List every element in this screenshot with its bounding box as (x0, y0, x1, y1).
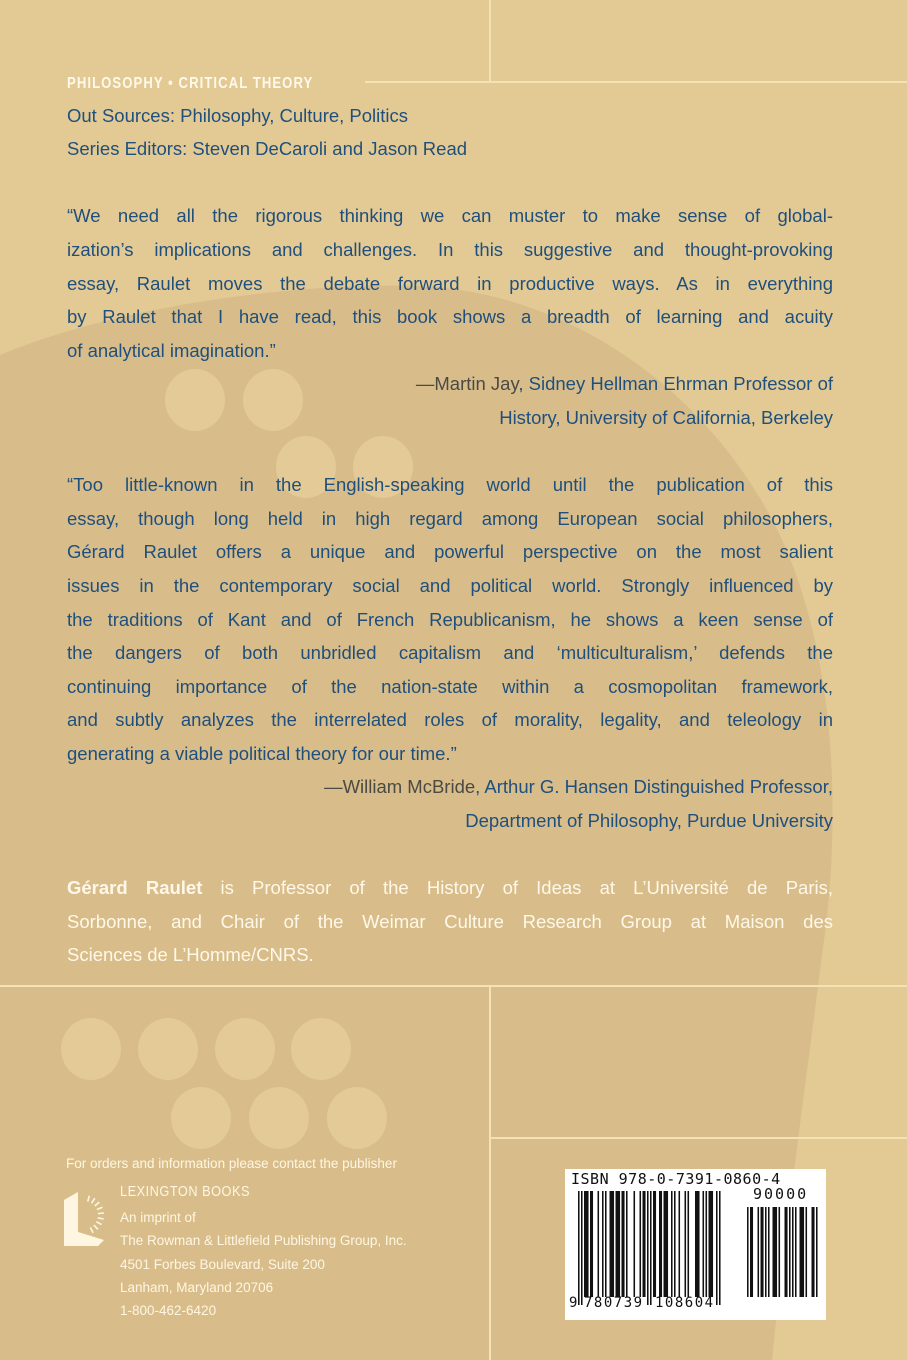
barcode-bar (616, 1191, 618, 1297)
blurb-martin-jay (67, 199, 833, 434)
barcode-bar (626, 1191, 628, 1297)
decorative-dot (291, 1018, 351, 1080)
barcode-bar (706, 1191, 708, 1297)
barcode-bar (640, 1191, 642, 1297)
attribution-name: —Martin Jay (415, 373, 519, 395)
attribution-title: , Arthur G. Hansen Distinguished Professor, (475, 776, 833, 798)
quote-line: issues in the contemporary social and political world. Strongly influenced by (67, 574, 833, 596)
barcode-bar (716, 1191, 718, 1305)
ean-right-digits: 108604 (655, 1295, 715, 1311)
addon-bar (765, 1207, 767, 1297)
barcode-bar (703, 1191, 705, 1297)
barcode-bar (598, 1191, 600, 1297)
barcode-bar (688, 1191, 690, 1297)
barcode-bar (665, 1191, 667, 1297)
addon-bar (816, 1207, 818, 1297)
quote-line: “We need all the rigorous thinking we can muster to make sense of global- (67, 205, 833, 227)
barcode-bar (602, 1191, 604, 1297)
attribution-affiliation: History, University of California, Berkeley (499, 406, 833, 428)
quote-line: essay, though long held in high regard among European social philosophers, (67, 507, 833, 529)
category-label: PHILOSOPHY • CRITICAL THEORY (67, 75, 314, 92)
barcode-bar (664, 1191, 666, 1297)
publisher-phone: 1-800-462-6420 (120, 1303, 217, 1319)
barcode-bar (698, 1191, 700, 1297)
quote-line: Gérard Raulet offers a unique and powerful perspective on the most salient (67, 541, 833, 563)
barcode-bar (712, 1191, 714, 1297)
series-editors: Series Editors: Steven DeCaroli and Jason Read (67, 138, 468, 160)
barcode-bar (587, 1191, 589, 1297)
addon-bar (812, 1207, 814, 1297)
addon-bar (776, 1207, 778, 1297)
decorative-dot (171, 1087, 231, 1149)
addon-bar (795, 1207, 797, 1297)
barcode-bar (634, 1191, 636, 1297)
barcode-bar (610, 1191, 612, 1297)
barcode-bar (679, 1191, 681, 1297)
author-bio (67, 871, 833, 972)
barcode-bar (623, 1191, 625, 1297)
addon-bar (779, 1207, 781, 1297)
addon-bar (774, 1207, 776, 1297)
barcode-bar (613, 1191, 615, 1297)
decorative-dot (327, 1087, 387, 1149)
addon-bar (800, 1207, 802, 1297)
barcode-bar (581, 1191, 583, 1305)
quote-line: ization’s implications and challenges. In this suggestive and thought-provoking (67, 238, 833, 260)
barcode-bar (617, 1191, 619, 1297)
logo-ray (98, 1213, 104, 1214)
addon-bar (792, 1207, 794, 1297)
quote-line: and subtly analyzes the interrelated roles of morality, legality, and teleology in (67, 709, 833, 731)
bio-text: Sorbonne, and Chair of the Weimar Culture Research Group at Maison des (67, 910, 833, 932)
decorative-dot (61, 1018, 121, 1080)
barcode-bar (644, 1191, 646, 1297)
addon-bar (785, 1207, 787, 1297)
barcode-bar (709, 1191, 711, 1297)
barcode-bar (655, 1191, 657, 1297)
publisher-name: LEXINGTON BOOKS (120, 1183, 250, 1200)
attribution-name: —William McBride (324, 776, 476, 798)
addon-bar (803, 1207, 805, 1297)
cover-text (67, 65, 833, 972)
isbn-barcode (565, 1169, 826, 1320)
quote-line: by Raulet that I have read, this book shows a breadth of learning and acuity (67, 306, 833, 328)
barcode-bar (619, 1191, 621, 1297)
addon-bar (761, 1207, 763, 1297)
barcode-bar (605, 1191, 607, 1297)
publisher-city: Lanham, Maryland 20706 (120, 1279, 274, 1295)
barcode-bar (710, 1191, 712, 1297)
addon-bar (747, 1207, 749, 1297)
addon-digits: 90000 (753, 1185, 809, 1203)
quote-line: “Too little-known in the English-speaking world until the publication of this (67, 474, 833, 496)
addon-bar (806, 1207, 808, 1297)
addon-bar (789, 1207, 791, 1297)
addon-bar (786, 1207, 788, 1297)
quote-line: continuing importance of the nation-state within a cosmopolitan framework, (67, 675, 833, 697)
barcode-bar (661, 1191, 663, 1297)
addon-bar (752, 1207, 754, 1297)
barcode-bar (671, 1191, 673, 1297)
barcode-bar (592, 1191, 594, 1297)
quote-line: the traditions of Kant and of French Republicanism, he shows a keen sense of (67, 608, 833, 630)
barcode-bar (647, 1191, 649, 1305)
barcode-bar (697, 1191, 699, 1297)
barcode-bar (622, 1191, 624, 1297)
barcode-bar (659, 1191, 661, 1297)
barcode-bar (590, 1191, 592, 1297)
addon-bar (773, 1207, 775, 1297)
barcode-bar (695, 1191, 697, 1297)
addon-bar (762, 1207, 764, 1297)
barcode-bar (667, 1191, 669, 1297)
addon-bar (758, 1207, 760, 1297)
addon-bar (768, 1207, 770, 1297)
attribution-affiliation: Department of Philosophy, Purdue University (465, 810, 833, 832)
attribution-title: , Sidney Hellman Ehrman Professor of (518, 373, 833, 395)
publisher-street: 4501 Forbes Boulevard, Suite 200 (120, 1256, 325, 1272)
ean-left-digits: 780739 (584, 1295, 644, 1311)
decorative-dot (138, 1018, 198, 1080)
attribution (67, 367, 833, 401)
barcode-bar (650, 1191, 652, 1305)
publisher-address (120, 1206, 407, 1322)
attribution (67, 770, 833, 804)
blurb-william-mcbride (67, 468, 833, 838)
addon-bar (750, 1207, 752, 1297)
bio-text: is Professor of the History of Ideas at L’Université de Paris, (202, 877, 833, 899)
decorative-dot (215, 1018, 275, 1080)
series-title: Out Sources: Philosophy, Culture, Politics (67, 104, 409, 126)
bio-text: Sciences de L’Homme/CNRS. (67, 944, 314, 966)
ean-first-digit: 9 (569, 1295, 578, 1311)
author-name: Gérard Raulet (67, 877, 203, 899)
quote-line: essay, Raulet moves the debate forward in productive ways. As in everything (67, 272, 833, 294)
publisher-group: The Rowman & Littlefield Publishing Group, Inc. (120, 1233, 407, 1249)
barcode-bar (685, 1191, 687, 1297)
addon-bar (801, 1207, 803, 1297)
decorative-dot (249, 1087, 309, 1149)
barcode-bar (584, 1191, 586, 1297)
isbn-label: ISBN 978-0-7391-0860-4 (571, 1170, 781, 1188)
barcode-bar (586, 1191, 588, 1297)
barcode-bar (643, 1191, 645, 1297)
barcode-bar (611, 1191, 613, 1297)
addon-bar (813, 1207, 815, 1297)
quote-line: of analytical imagination.” (67, 339, 276, 361)
barcode-bar (674, 1191, 676, 1297)
imprint-note: An imprint of (120, 1210, 196, 1225)
quote-line: the dangers of both unbridled capitalism and ‘multiculturalism,’ defends the (67, 642, 833, 664)
barcode-bar (578, 1191, 580, 1305)
barcode-bar (653, 1191, 655, 1297)
orders-note: For orders and information please contact the publisher (66, 1156, 397, 1171)
barcode-bar (719, 1191, 721, 1305)
quote-line: generating a viable political theory for our time.” (67, 742, 457, 764)
